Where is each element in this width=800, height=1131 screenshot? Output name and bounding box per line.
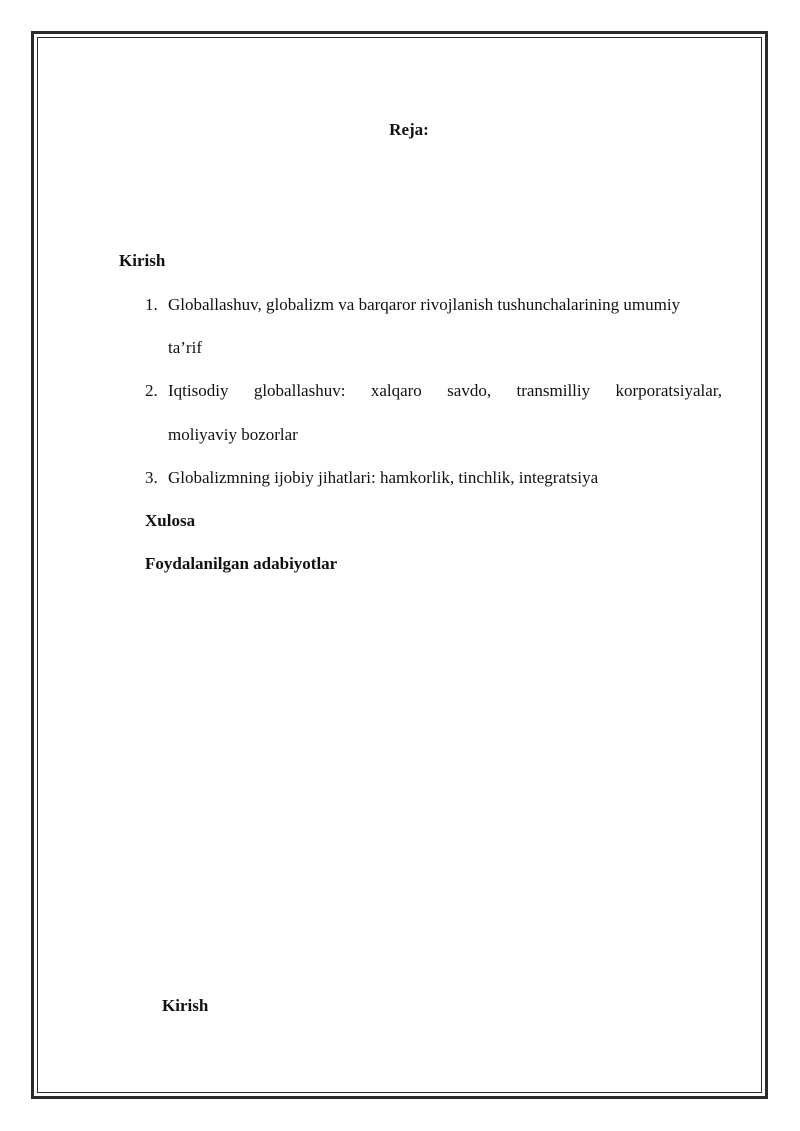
plan-references: Foydalanilgan adabiyotlar [145, 554, 338, 573]
plan-item-1-number: 1. [145, 295, 158, 314]
section-title-intro: Kirish [162, 996, 209, 1015]
plan-item-3-number: 3. [145, 468, 158, 487]
plan-conclusion: Xulosa [145, 511, 196, 530]
plan-intro: Kirish [119, 251, 166, 270]
plan-item-1-line2: ta’rif [168, 338, 202, 357]
plan-item-2-line1: Iqtisodiy globallashuv: xalqaro savdo, transmilliy korporatsiyalar, [168, 381, 722, 400]
plan-heading: Reja: [389, 120, 429, 139]
plan-item-3-line1: Globalizmning ijobiy jihatlari: hamkorlik, tinchlik, integratsiya [168, 468, 599, 487]
plan-item-2-number: 2. [145, 381, 158, 400]
plan-item-1-line1: Globallashuv, globalizm va barqaror rivojlanish tushunchalarining umumiy [168, 295, 681, 314]
plan-item-2-line2: moliyaviy bozorlar [168, 425, 298, 444]
